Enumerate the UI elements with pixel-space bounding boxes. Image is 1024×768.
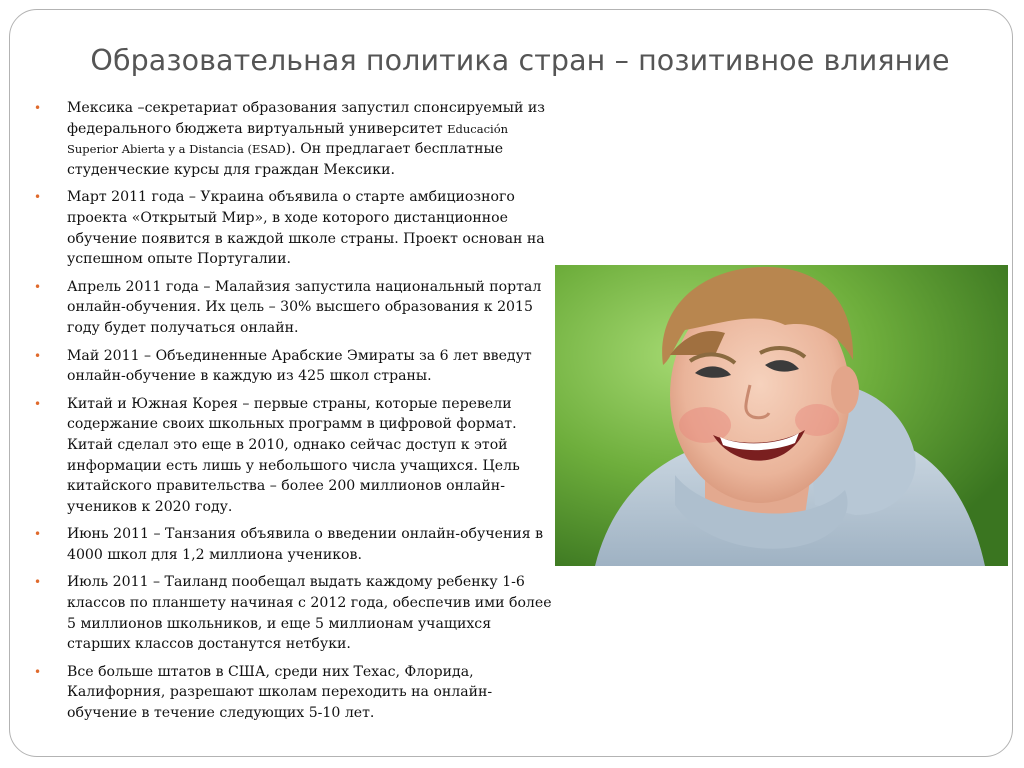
- list-item: [34, 187, 554, 269]
- item-text: Май 2011 – Объединенные Арабские Эмираты за 6 лет введут онлайн-обучение в каждую из 425 школ страны.: [67, 347, 532, 385]
- item-text: Все больше штатов в США, среди них Техас, Флорида, Калифорния, разрешают школам переходить на онлайн-обучение в течение следующих 5-10 лет.: [67, 663, 493, 722]
- bullet-icon: •: [34, 664, 42, 679]
- boy-photo: [555, 265, 1008, 566]
- list-item: [34, 394, 554, 518]
- bullet-icon: •: [34, 527, 42, 542]
- item-text: Март 2011 года – Украина объявила о старте амбициозного проекта «Открытый Мир», в ходе которого дистанционное обучение появится в каждой школе страны. Проект основан на успешном опыте Португалии.: [67, 189, 545, 268]
- item-text: Июнь 2011 – Танзания объявила о введении онлайн-обучения в 4000 школ для 1,2 миллиона учеников.: [67, 526, 544, 563]
- item-text: Мексика –секретариат образования запустил спонсируемый из федерального бюджета виртуальный университет: [67, 100, 545, 137]
- bullet-icon: •: [34, 279, 42, 294]
- bullet-icon: •: [34, 396, 42, 411]
- slide-title: Образовательная политика стран – позитивное влияние: [90, 44, 950, 77]
- list-item: [34, 524, 554, 565]
- bullet-icon: •: [34, 575, 42, 590]
- item-text: ). Он предлагает бесплатные студенческие курсы для граждан Мексики.: [67, 141, 504, 178]
- item-text: Китай и Южная Корея – первые страны, которые перевели содержание своих школьных программ в цифровой формат. Китай сделал это еще в 2010, однако сейчас доступ к этой информации есть лишь у небольшого числа учащихся. Цель китайского правительства – более 200 миллионов онлайн-учеников к 2020 году.: [67, 395, 520, 515]
- smiling-boy-illustration: [555, 265, 1008, 566]
- item-text: Июль 2011 – Таиланд пообещал выдать каждому ребенку 1-6 классов по планшету начиная с 2012 года, обеспечив ими более 5 миллионов школьников, и еще 5 миллионам учащихся старших классов достанутся нетбуки.: [67, 574, 552, 653]
- bullet-icon: •: [34, 101, 42, 115]
- bullet-icon: •: [34, 348, 42, 363]
- bullet-list: [34, 98, 554, 731]
- bullet-icon: •: [34, 190, 42, 205]
- list-item: [34, 277, 554, 339]
- list-item: [34, 662, 554, 724]
- item-text-small: Educación Superior Abierta y a Distancia (ESAD: [67, 121, 509, 157]
- list-item: [34, 346, 554, 387]
- item-text: Апрель 2011 года – Малайзия запустила национальный портал онлайн-обучения. Их цель – 30% высшего образования к 2015 году будет получаться онлайн.: [67, 278, 542, 336]
- list-item: [34, 98, 554, 180]
- list-item: [34, 572, 554, 654]
